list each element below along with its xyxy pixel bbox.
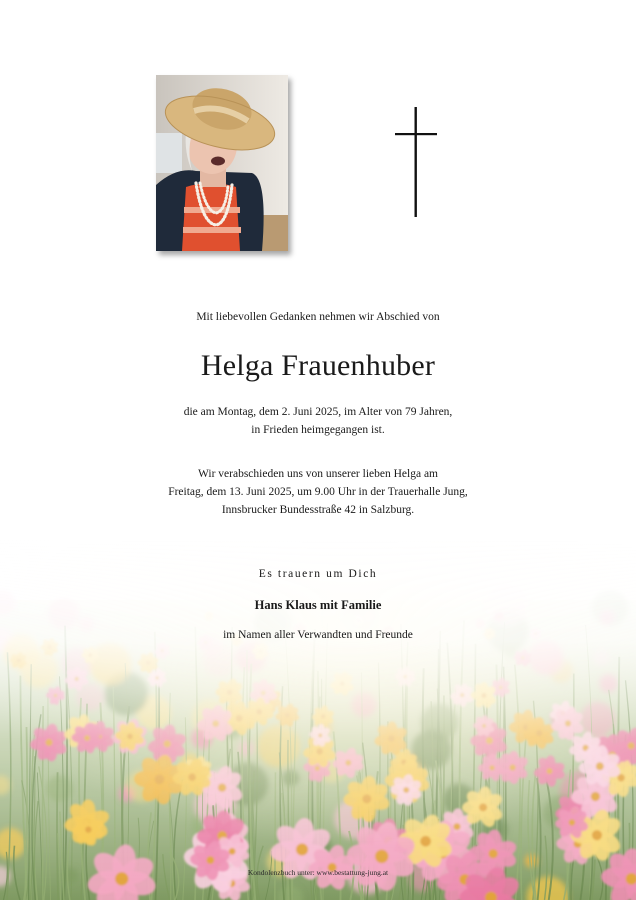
cross-icon	[394, 107, 438, 219]
flower-meadow-background	[0, 540, 636, 900]
condolence-book-link[interactable]: Kondolenzbuch unter: www.bestattung-jung.at	[247, 868, 389, 877]
portrait-photo	[156, 75, 288, 251]
passing-info	[0, 403, 636, 439]
farewell-info	[0, 465, 636, 519]
mourners-heading: Es trauern um Dich	[258, 568, 378, 580]
passing-line-1: die am Montag, dem 2. Juni 2025, im Alter von 79 Jahren,	[183, 406, 453, 418]
relatives-text: im Namen aller Verwandten und Freunde	[223, 629, 413, 641]
intro-text: Mit liebevollen Gedanken nehmen wir Abschied von	[196, 311, 440, 323]
farewell-line-1: Wir verabschieden uns von unserer lieben Helga am	[198, 468, 438, 480]
passing-line-2: in Frieden heimgegangen ist.	[251, 424, 385, 436]
family-name: Hans Klaus mit Familie	[254, 598, 382, 612]
farewell-line-2: Freitag, dem 13. Juni 2025, um 9.00 Uhr in der Trauerhalle Jung,	[168, 486, 468, 498]
deceased-name: Helga Frauenhuber	[200, 349, 436, 382]
farewell-line-3: Innsbrucker Bundesstraße 42 in Salzburg.	[221, 504, 415, 516]
